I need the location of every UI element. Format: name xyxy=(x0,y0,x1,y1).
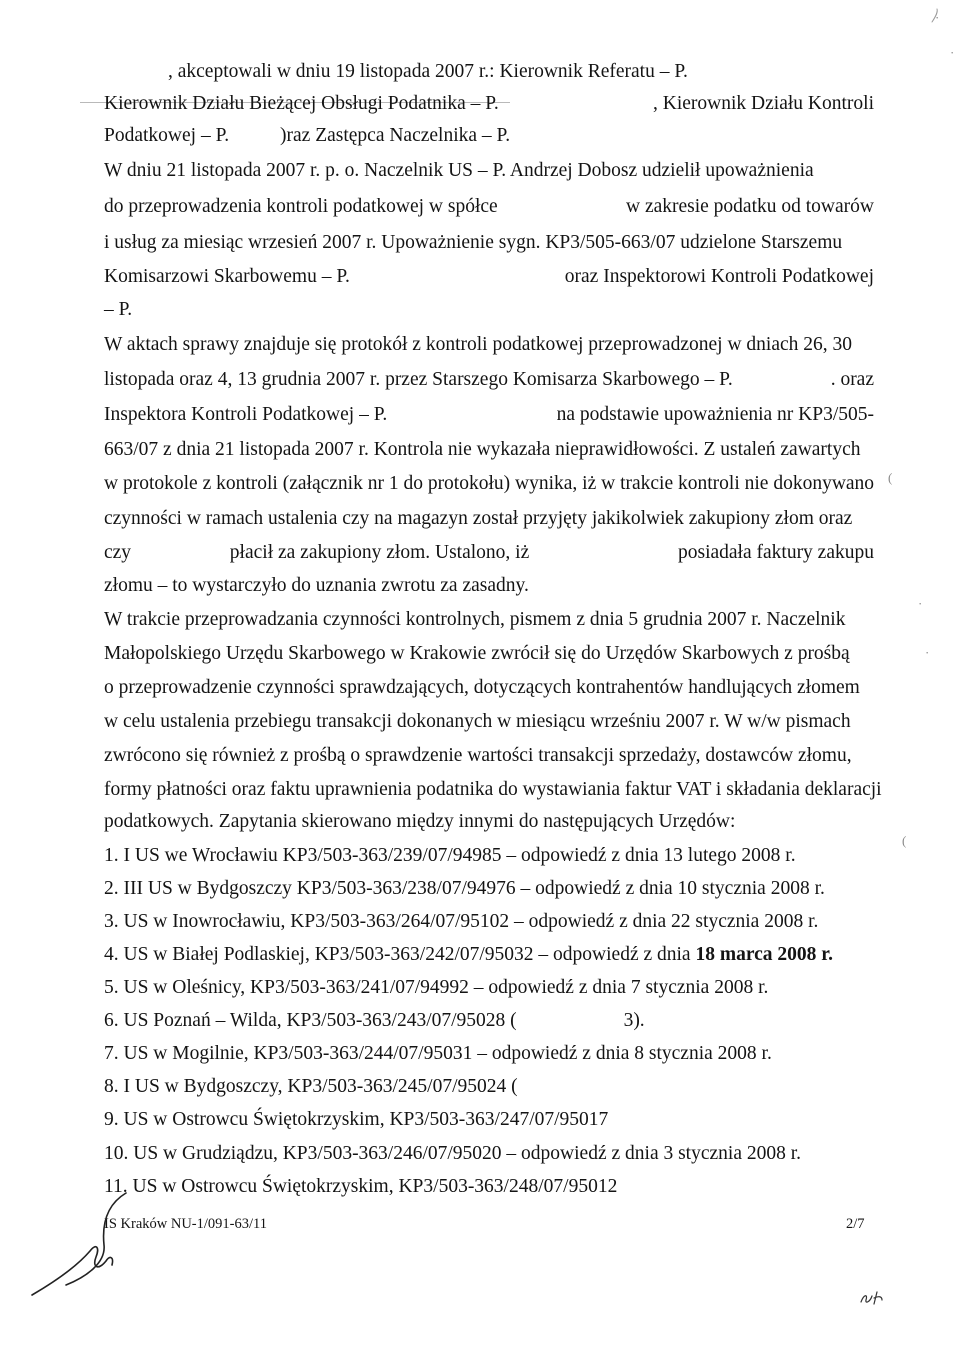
text-segment: czynności w ramach ustalenia czy na magazyn został przyjęty jakikolwiek zakupiony złom oraz xyxy=(104,508,853,529)
list-item-text: 10. US w Grudziądzu, KP3/503-363/246/07/95020 – odpowiedź z dnia 3 stycznia 2008 r. xyxy=(104,1143,802,1164)
text-line xyxy=(104,710,874,734)
text-segment: W dniu 21 listopada 2007 r. p. o. Naczelnik US – P. Andrzej Dobosz udzielił upoważnienia xyxy=(104,160,814,181)
list-item-text: 7. US w Mogilnie, KP3/503-363/244/07/95031 – odpowiedź z dnia 8 stycznia 2008 r. xyxy=(104,1043,772,1064)
list-item-text: 11. US w Ostrowcu Świętokrzyskim, KP3/503-363/248/07/95012 xyxy=(104,1176,618,1197)
text-segment: 663/07 z dnia 21 listopada 2007 r. Kontrola nie wykazała nieprawidłowości. Z ustaleń zawartych xyxy=(104,439,861,460)
text-line xyxy=(104,608,874,632)
list-item-text-fragment: 3). xyxy=(623,1010,645,1031)
list-item-text: 8. I US w Bydgoszczy, KP3/503-363/245/07/95024 ( xyxy=(104,1076,518,1097)
text-segment: na podstawie upoważnienia nr KP3/505- xyxy=(556,404,874,425)
page-number-text: 2/7 xyxy=(846,1216,865,1232)
list-item xyxy=(104,877,874,901)
document-reference-text: IS Kraków NU-1/091-63/11 xyxy=(104,1216,267,1232)
text-segment: podatkowych. Zapytania skierowano między innymi do następujących Urzędów: xyxy=(104,811,736,832)
text-segment: , akceptowali w dniu 19 listopada 2007 r.: Kierownik Referatu – P. xyxy=(168,61,688,82)
text-segment: oraz Inspektorowi Kontroli Podatkowej xyxy=(564,266,874,287)
text-line xyxy=(104,778,882,802)
text-segment: W aktach sprawy znajduje się protokół z kontroli podatkowej przeprowadzonej w dniach 26, 30 xyxy=(104,334,852,355)
text-segment: i usług za miesiąc wrzesień 2007 r. Upoważnienie sygn. KP3/505-663/07 udzielone Starszemu xyxy=(104,232,843,253)
list-item xyxy=(104,1142,874,1166)
text-line xyxy=(104,403,874,427)
text-segment: formy płatności oraz faktu uprawnienia podatnika do wystawiania faktur VAT i składania deklaracji xyxy=(104,779,882,800)
text-segment: – P. xyxy=(104,299,133,320)
margin-mark-icon: · xyxy=(935,10,940,25)
list-item-text: 6. US Poznań – Wilda, KP3/503-363/243/07/95028 ( xyxy=(104,1010,517,1031)
text-segment: . oraz xyxy=(830,369,874,390)
text-segment: do przeprowadzenia kontroli podatkowej w spółce xyxy=(104,196,498,217)
handwritten-signature-icon xyxy=(26,1185,136,1300)
list-item xyxy=(104,1042,874,1066)
text-line xyxy=(168,60,868,84)
text-segment: złomu – to wystarczyło do uznania zwrotu za zasadny. xyxy=(104,575,529,596)
text-segment: Inspektora Kontroli Podatkowej – P. xyxy=(104,404,388,425)
text-segment: posiadała faktury zakupu xyxy=(677,542,874,563)
text-line xyxy=(104,265,874,289)
text-line xyxy=(104,92,874,116)
list-item-text: 9. US w Ostrowcu Świętokrzyskim, KP3/503-363/247/07/95017 xyxy=(104,1109,609,1130)
text-line xyxy=(104,541,874,565)
text-line xyxy=(104,744,874,768)
text-line xyxy=(104,195,874,219)
text-segment: zwrócono się również z prośbą o sprawdzenie wartości transakcji sprzedaży, dostawców złomu, xyxy=(104,745,852,766)
page-number xyxy=(846,1215,865,1233)
list-item xyxy=(104,1009,874,1033)
list-item xyxy=(104,1075,874,1099)
text-segment: listopada oraz 4, 13 grudnia 2007 r. przez Starszego Komisarza Skarbowego – P. xyxy=(104,369,733,390)
text-line xyxy=(104,507,874,531)
list-item xyxy=(104,910,874,934)
margin-mark-icon: · xyxy=(918,596,923,611)
text-segment: w protokole z kontroli (załącznik nr 1 do protokołu) wynika, iż w trakcie kontroli nie dokonywano xyxy=(104,473,875,494)
handwritten-initials-icon xyxy=(858,1288,888,1308)
text-segment: w celu ustalenia przebiegu transakcji dokonanych w miesiącu wrześniu 2007 r. W w/w pismach xyxy=(104,711,851,732)
text-segment: czy xyxy=(104,542,132,563)
margin-mark-icon: · xyxy=(950,45,955,60)
list-item-text: 3. US w Inowrocławiu, KP3/503-363/264/07/95102 – odpowiedź z dnia 22 stycznia 2008 r. xyxy=(104,911,819,932)
text-segment: płacił za zakupiony złom. Ustalono, iż xyxy=(229,542,530,563)
list-item-text: 2. III US w Bydgoszczy KP3/503-363/238/07/94976 – odpowiedź z dnia 10 stycznia 2008 r. xyxy=(104,878,825,899)
text-line xyxy=(104,368,874,392)
text-segment: W trakcie przeprowadzania czynności kontrolnych, pismem z dnia 5 grudnia 2007 r. Naczelnik xyxy=(104,609,846,630)
list-item xyxy=(104,1108,874,1132)
text-segment: o przeprowadzenie czynności sprawdzających, dotyczących kontrahentów handlujących złomem xyxy=(104,677,860,698)
text-segment: Komisarzowi Skarbowemu – P. xyxy=(104,266,350,287)
text-segment: w zakresie podatku od towarów xyxy=(625,196,874,217)
margin-mark-icon: · xyxy=(925,645,930,660)
list-item xyxy=(104,844,874,868)
text-line xyxy=(104,472,874,496)
text-line xyxy=(104,333,874,357)
list-item xyxy=(104,943,874,967)
list-item xyxy=(104,976,874,1000)
text-segment: Podatkowej – P. xyxy=(104,125,230,146)
text-line xyxy=(104,810,874,834)
text-line xyxy=(104,642,874,666)
handwritten-mark-icon xyxy=(926,6,946,26)
list-item-text: 1. I US we Wrocławiu KP3/503-363/239/07/94985 – odpowiedź z dnia 13 lutego 2008 r. xyxy=(104,845,796,866)
text-segment: Małopolskiego Urzędu Skarbowego w Krakowie zwrócił się do Urzędów Skarbowych z prośbą xyxy=(104,643,850,664)
text-line xyxy=(104,231,874,255)
list-item-text: 4. US w Białej Podlaskiej, KP3/503-363/242/07/95032 – odpowiedź z dnia xyxy=(104,944,696,965)
text-segment: , Kierownik Działu Kontroli xyxy=(653,93,874,114)
text-line xyxy=(104,124,874,148)
margin-mark-icon: ( xyxy=(888,470,893,485)
text-segment: Kierownik Działu Bieżącej Obsługi Podatnika – P. xyxy=(104,93,499,114)
text-line xyxy=(104,159,874,183)
text-line xyxy=(104,676,874,700)
list-item-date-bold: 18 marca 2008 r. xyxy=(695,944,834,965)
text-line xyxy=(104,298,874,322)
text-segment: )raz Zastępca Naczelnika – P. xyxy=(280,125,511,146)
list-item-text: 5. US w Oleśnicy, KP3/503-363/241/07/94992 – odpowiedź z dnia 7 stycznia 2008 r. xyxy=(104,977,769,998)
list-item xyxy=(104,1175,874,1199)
text-line xyxy=(104,438,874,462)
text-line xyxy=(104,574,874,598)
margin-mark-icon: ( xyxy=(902,833,907,848)
